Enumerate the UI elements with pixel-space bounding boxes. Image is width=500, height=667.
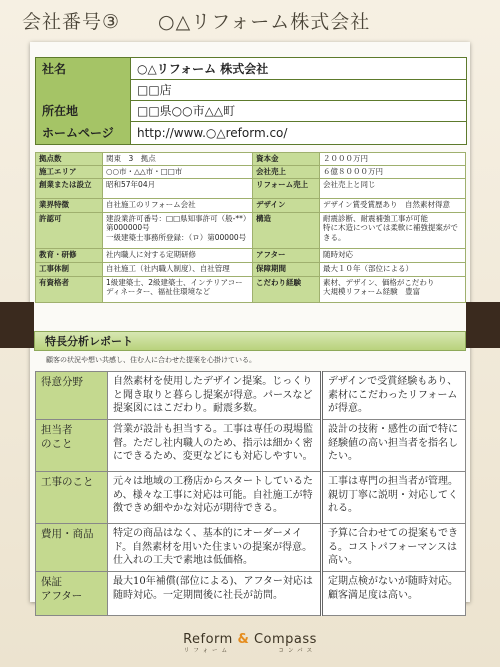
analysis-row	[36, 524, 466, 572]
basic-row-value: □□県○○市△△町	[137, 104, 236, 118]
basic-row	[36, 58, 466, 80]
profile-label: 構造	[253, 213, 320, 249]
profile-value: 昭和57年04月	[103, 179, 253, 199]
analysis-note: 設計の技術・感性の面で特に経験値の高い担当者を指名したい。	[322, 420, 466, 472]
analysis-row	[36, 372, 466, 420]
profile-row	[36, 166, 466, 179]
profile-row	[36, 179, 466, 199]
homepage-url[interactable]: http://www.○△reform.co/	[137, 125, 288, 140]
profile-label: デザイン	[253, 199, 320, 213]
profile-row	[36, 249, 466, 263]
profile-label: リフォーム売上	[253, 179, 320, 199]
analysis-lead: 顧客の状況や想い共感し、住む人に合わせた提案を心掛けている。	[46, 356, 256, 364]
analysis-feature: 自然素材を使用したデザイン提案。じっくりと聞き取りと暮らし提案が得意。パースなど提案図にはこだわり。耐震多数。	[108, 372, 322, 420]
basic-row-label: ホームページ	[36, 121, 131, 144]
analysis-category: 工事のこと	[36, 472, 108, 524]
profile-row	[36, 213, 466, 249]
basic-row-value: ○△リフォーム 株式会社	[137, 62, 269, 76]
profile-value: 随時対応	[320, 249, 466, 263]
binder-clip-right	[466, 302, 500, 348]
analysis-note: 予算に合わせての提案もできる。コストパフォーマンスは高い。	[322, 524, 466, 572]
reform-compass-logo	[0, 632, 500, 654]
company-profile-table	[35, 152, 466, 303]
analysis-row	[36, 420, 466, 472]
analysis-note: 工事は専門の担当者が管理。親切丁寧に説明・対応してくれる。	[322, 472, 466, 524]
binder-clip-left	[0, 302, 34, 348]
profile-row	[36, 199, 466, 213]
basic-row-value: □□店	[137, 83, 172, 97]
basic-row	[36, 121, 466, 144]
profile-row	[36, 153, 466, 166]
profile-label: 工事体制	[36, 263, 103, 277]
company-basic-table	[35, 57, 467, 145]
logo-subtitle: リフォーム コンパス	[183, 648, 317, 654]
profile-label: 資本金	[253, 153, 320, 166]
analysis-table	[35, 371, 466, 616]
profile-value: 自社施工のリフォーム会社	[103, 199, 253, 213]
profile-row	[36, 263, 466, 277]
analysis-row	[36, 572, 466, 616]
profile-value: 社内職人に対する定期研修	[103, 249, 253, 263]
basic-row-label: 所在地	[36, 100, 131, 121]
profile-label: 有資格者	[36, 277, 103, 303]
analysis-note: 定期点検がないが随時対応。顧客満足度は高い。	[322, 572, 466, 616]
profile-label: 許認可	[36, 213, 103, 249]
profile-value: 1級建築士、2級建築士、インテリアコーディネーター、福祉住環境など	[103, 277, 253, 303]
profile-row	[36, 277, 466, 303]
profile-label: アフター	[253, 249, 320, 263]
analysis-row	[36, 472, 466, 524]
header-title	[22, 7, 370, 34]
profile-value: ○○市・△△市・□□市	[103, 166, 253, 179]
profile-value: 最大１０年（部位による）	[320, 263, 466, 277]
analysis-category: 費用・商品	[36, 524, 108, 572]
profile-label: 創業または設立	[36, 179, 103, 199]
profile-label: 拠点数	[36, 153, 103, 166]
profile-label: 保障期間	[253, 263, 320, 277]
profile-value: 耐震診断、耐震補強工事が可能 特に木造については柔軟に補強提案ができる。	[320, 213, 466, 249]
profile-value: 会社売上と同じ	[320, 179, 466, 199]
analysis-category: 担当者 のこと	[36, 420, 108, 472]
profile-value: ２０００万円	[320, 153, 466, 166]
profile-label: 教育・研修	[36, 249, 103, 263]
profile-label: 業界特徴	[36, 199, 103, 213]
profile-label: 施工エリア	[36, 166, 103, 179]
profile-value: ６億８０００万円	[320, 166, 466, 179]
basic-row	[36, 100, 466, 122]
basic-row-label: 社名	[36, 58, 131, 79]
analysis-feature: 最大10年補償(部位による)、アフター対応は随時対応。一定期間後に社長が訪問。	[108, 572, 322, 616]
analysis-feature: 営業が設計も担当する。工事は専任の現場監督。ただし社内職人のため、指示は細かく密にできるため、変更などにも対応しやすい。	[108, 420, 322, 472]
profile-value: 素材、デザイン、価格がこだわり 大規模リフォーム経験 豊富	[320, 277, 466, 303]
profile-value: 自社施工（社内職人制度）、自社管理	[103, 263, 253, 277]
profile-value: デザイン賞受賞歴あり 自然素材得意	[320, 199, 466, 213]
analysis-title: 特長分析レポート	[45, 335, 133, 348]
basic-row	[36, 79, 466, 101]
profile-label: こだわり経験	[253, 277, 320, 303]
profile-value: 建設業許可番号：□□県知事許可（般-**）第000000号 一級建築士事務所登録：（ロ）第00000号	[103, 213, 253, 249]
analysis-category: 保証 アフター	[36, 572, 108, 616]
analysis-note: デザインで受賞経験もあり、素材にこだわったリフォームが得意。	[322, 372, 466, 420]
company-number: 会社番号③	[22, 11, 121, 33]
basic-row-label	[36, 79, 131, 100]
analysis-category: 得意分野	[36, 372, 108, 420]
analysis-feature: 特定の商品はなく、基本的にオーダーメイド。自然素材を用いた住まいの提案が得意。仕入れの工夫で素地は低価格。	[108, 524, 322, 572]
header-company-name: ○△リフォーム株式会社	[158, 11, 371, 33]
analysis-feature: 元々は地域の工務店からスタートしているため、様々な工事に対応は可能。自社施工が特徴できめ細やかな対応が期待できる。	[108, 472, 322, 524]
logo-wordmark: Reform & Compass	[183, 632, 317, 647]
profile-value: 関東 3 拠点	[103, 153, 253, 166]
profile-label: 会社売上	[253, 166, 320, 179]
analysis-title-bar	[34, 331, 466, 351]
